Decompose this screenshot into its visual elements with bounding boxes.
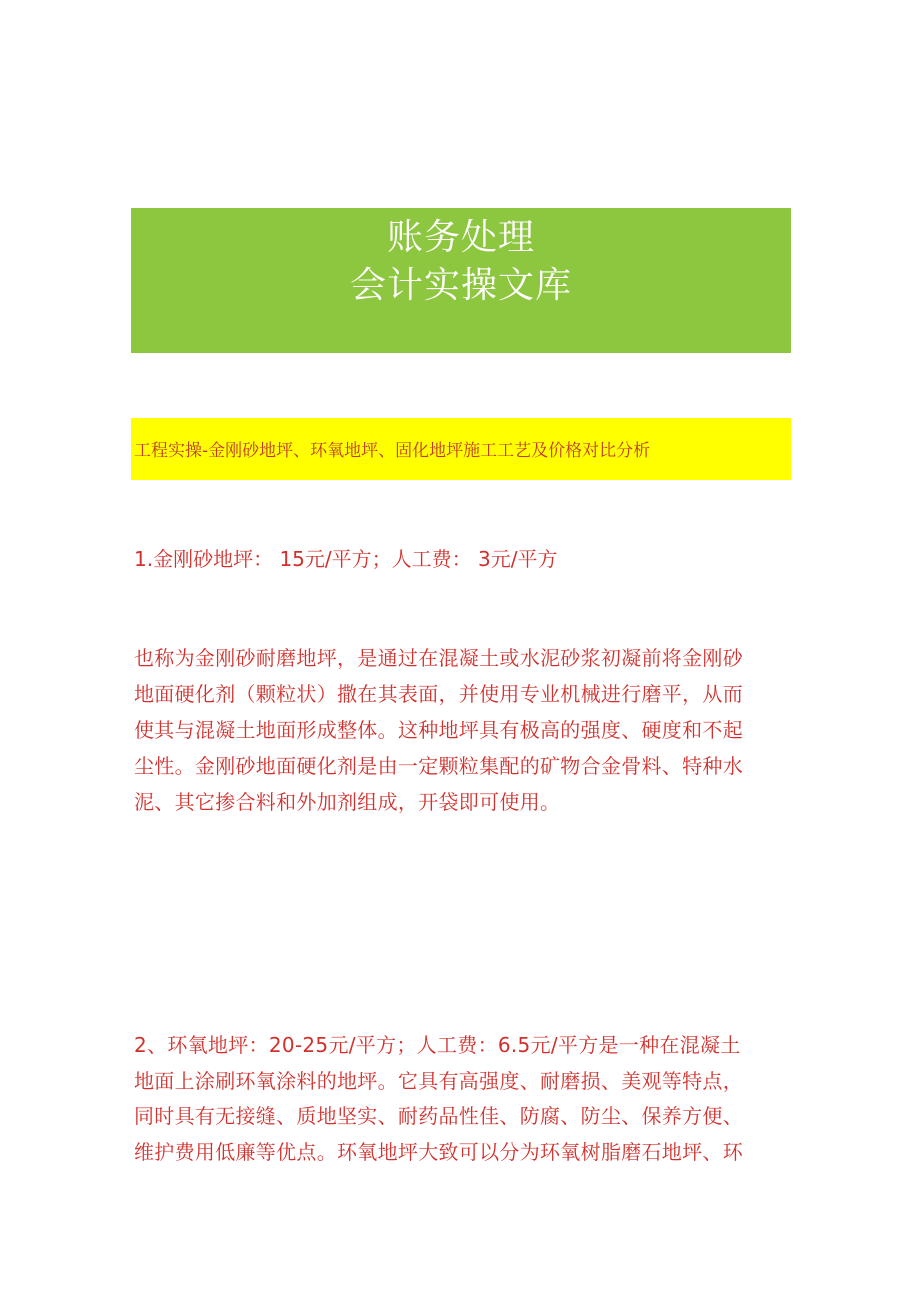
paragraph-line: 同时具有无接缝、质地坚实、耐药品性佳、防腐、防尘、保养方便、 (134, 1104, 743, 1128)
document-subtitle (131, 418, 791, 480)
section2-paragraph (134, 1028, 794, 1170)
title-banner (131, 208, 791, 353)
paragraph-line: 地面硬化剂（颗粒状）撒在其表面，并使用专业机械进行磨平，从而 (134, 682, 743, 706)
paragraph-line: 2、环氧地坪：20-25元/平方；人工费：6.5元/平方是一种在混凝土 (134, 1033, 741, 1057)
banner-title-line2: 会计实操文库 (349, 265, 572, 306)
banner-title-line1: 账务处理 (386, 217, 535, 258)
paragraph-line: 地面上涂刷环氧涂料的地坪。它具有高强度、耐磨损、美观等特点， (134, 1068, 743, 1093)
section1-heading: 1.金刚砂地坪： 15元/平方；人工费： 3元/平方 (134, 547, 558, 571)
paragraph-line: 维护费用低廉等优点。环氧地坪大致可以分为环氧树脂磨石地坪、环 (134, 1139, 743, 1164)
subtitle-text: 工程实操-金刚砂地坪、环氧地坪、固化地坪施工工艺及价格对比分析 (134, 441, 651, 461)
paragraph-line: 泥、其它掺合料和外加剂组成，开袋即可使用。 (134, 790, 561, 814)
paragraph-line: 也称为金刚砂耐磨地坪，是通过在混凝土或水泥砂浆初凝前将金刚砂 (134, 646, 743, 670)
paragraph-line: 使其与混凝土地面形成整体。这种地坪具有极高的强度、硬度和不起 (134, 718, 743, 742)
paragraph-line: 尘性。金刚砂地面硬化剂是由一定颗粒集配的矿物合金骨料、特种水 (134, 754, 743, 778)
section1-paragraph (134, 640, 794, 820)
